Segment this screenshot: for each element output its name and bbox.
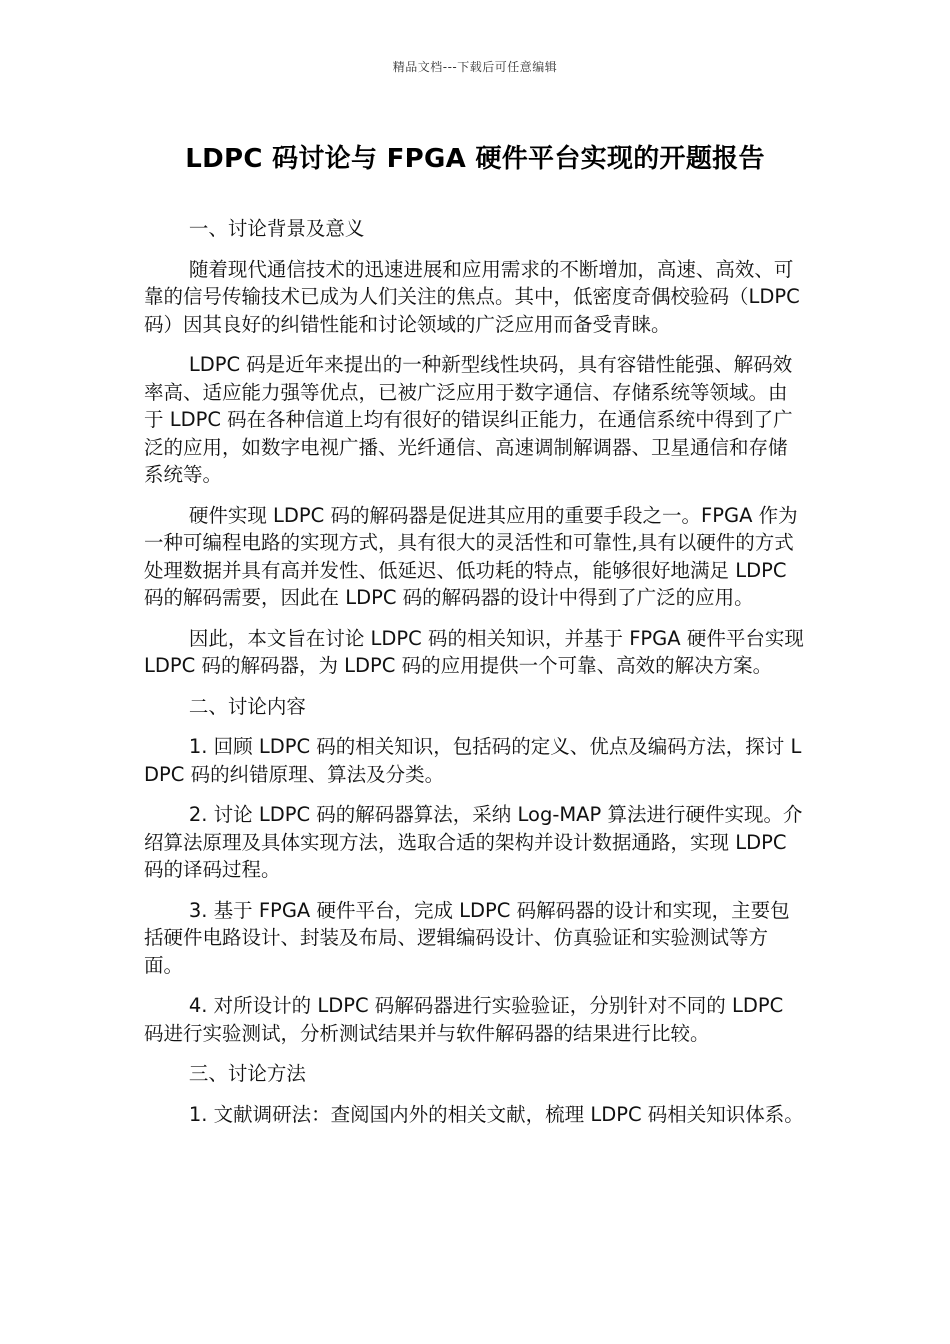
content-item-1: 1. 回顾 LDPC 码的相关知识，包括码的定义、优点及编码方法，探讨 LDPC 码的纠错原理、算法及分类。 <box>144 735 802 786</box>
section-heading-background: 一、讨论背景及意义 <box>188 217 365 240</box>
paragraph-background-3: 硬件实现 LDPC 码的解码器是促进其应用的重要手段之一。FPGA 作为一种可编程电路的实现方式，具有很大的灵活性和可靠性,具有以硬件的方式处理数据并具有高并发性、低延迟、低功耗的特点，能够很好地满足 LDPC 码的解码需要，因此在 LDPC 码的解码器的设计中得到了广泛的应用。 <box>144 503 798 609</box>
document-body <box>144 215 804 1141</box>
section-heading-methods: 三、讨论方法 <box>188 1062 306 1085</box>
content-item-3: 3. 基于 FPGA 硬件平台，完成 LDPC 码解码器的设计和实现，主要包括硬件电路设计、封装及布局、逻辑编码设计、仿真验证和实验测试等方面。 <box>144 898 790 977</box>
header-note: 精品文档---下载后可任意编辑 <box>392 60 558 74</box>
paragraph-background-4: 因此，本文旨在讨论 LDPC 码的相关知识，并基于 FPGA 硬件平台实现 LDPC 码的解码器，为 LDPC 码的应用提供一个可靠、高效的解决方案。 <box>144 626 804 677</box>
paragraph-background-2: LDPC 码是近年来提出的一种新型线性块码，具有容错性能强、解码效率高、适应能力强等优点，已被广泛应用于数字通信、存储系统等领域。由于 LDPC 码在各种信道上均有很好的错误纠正能力，在通信系统中得到了广泛的应用，如数字电视广播、光纤通信、高速调制解调器、卫星通信和存储系统等。 <box>144 353 793 486</box>
methods-item-1: 1. 文献调研法：查阅国内外的相关文献，梳理 LDPC 码相关知识体系。 <box>188 1102 804 1126</box>
content-item-2: 2. 讨论 LDPC 码的解码器算法，采纳 Log-MAP 算法进行硬件实现。介绍算法原理及具体实现方法，选取合适的架构并设计数据通路，实现 LDPC 码的译码过程。 <box>144 803 803 881</box>
section-heading-content: 二、讨论内容 <box>188 694 306 718</box>
content-item-4: 4. 对所设计的 LDPC 码解码器进行实验验证，分别针对不同的 LDPC 码进行实验测试，分析测试结果并与软件解码器的结果进行比较。 <box>144 994 784 1045</box>
paragraph-background-1: 随着现代通信技术的迅速进展和应用需求的不断增加，高速、高效、可靠的信号传输技术已成为人们关注的焦点。其中，低密度奇偶校验码（LDPC 码）因其良好的纠错性能和讨论领域的广泛应用而备受青睐。 <box>144 257 800 336</box>
document-title: LDPC 码讨论与 FPGA 硬件平台实现的开题报告 <box>185 144 765 174</box>
